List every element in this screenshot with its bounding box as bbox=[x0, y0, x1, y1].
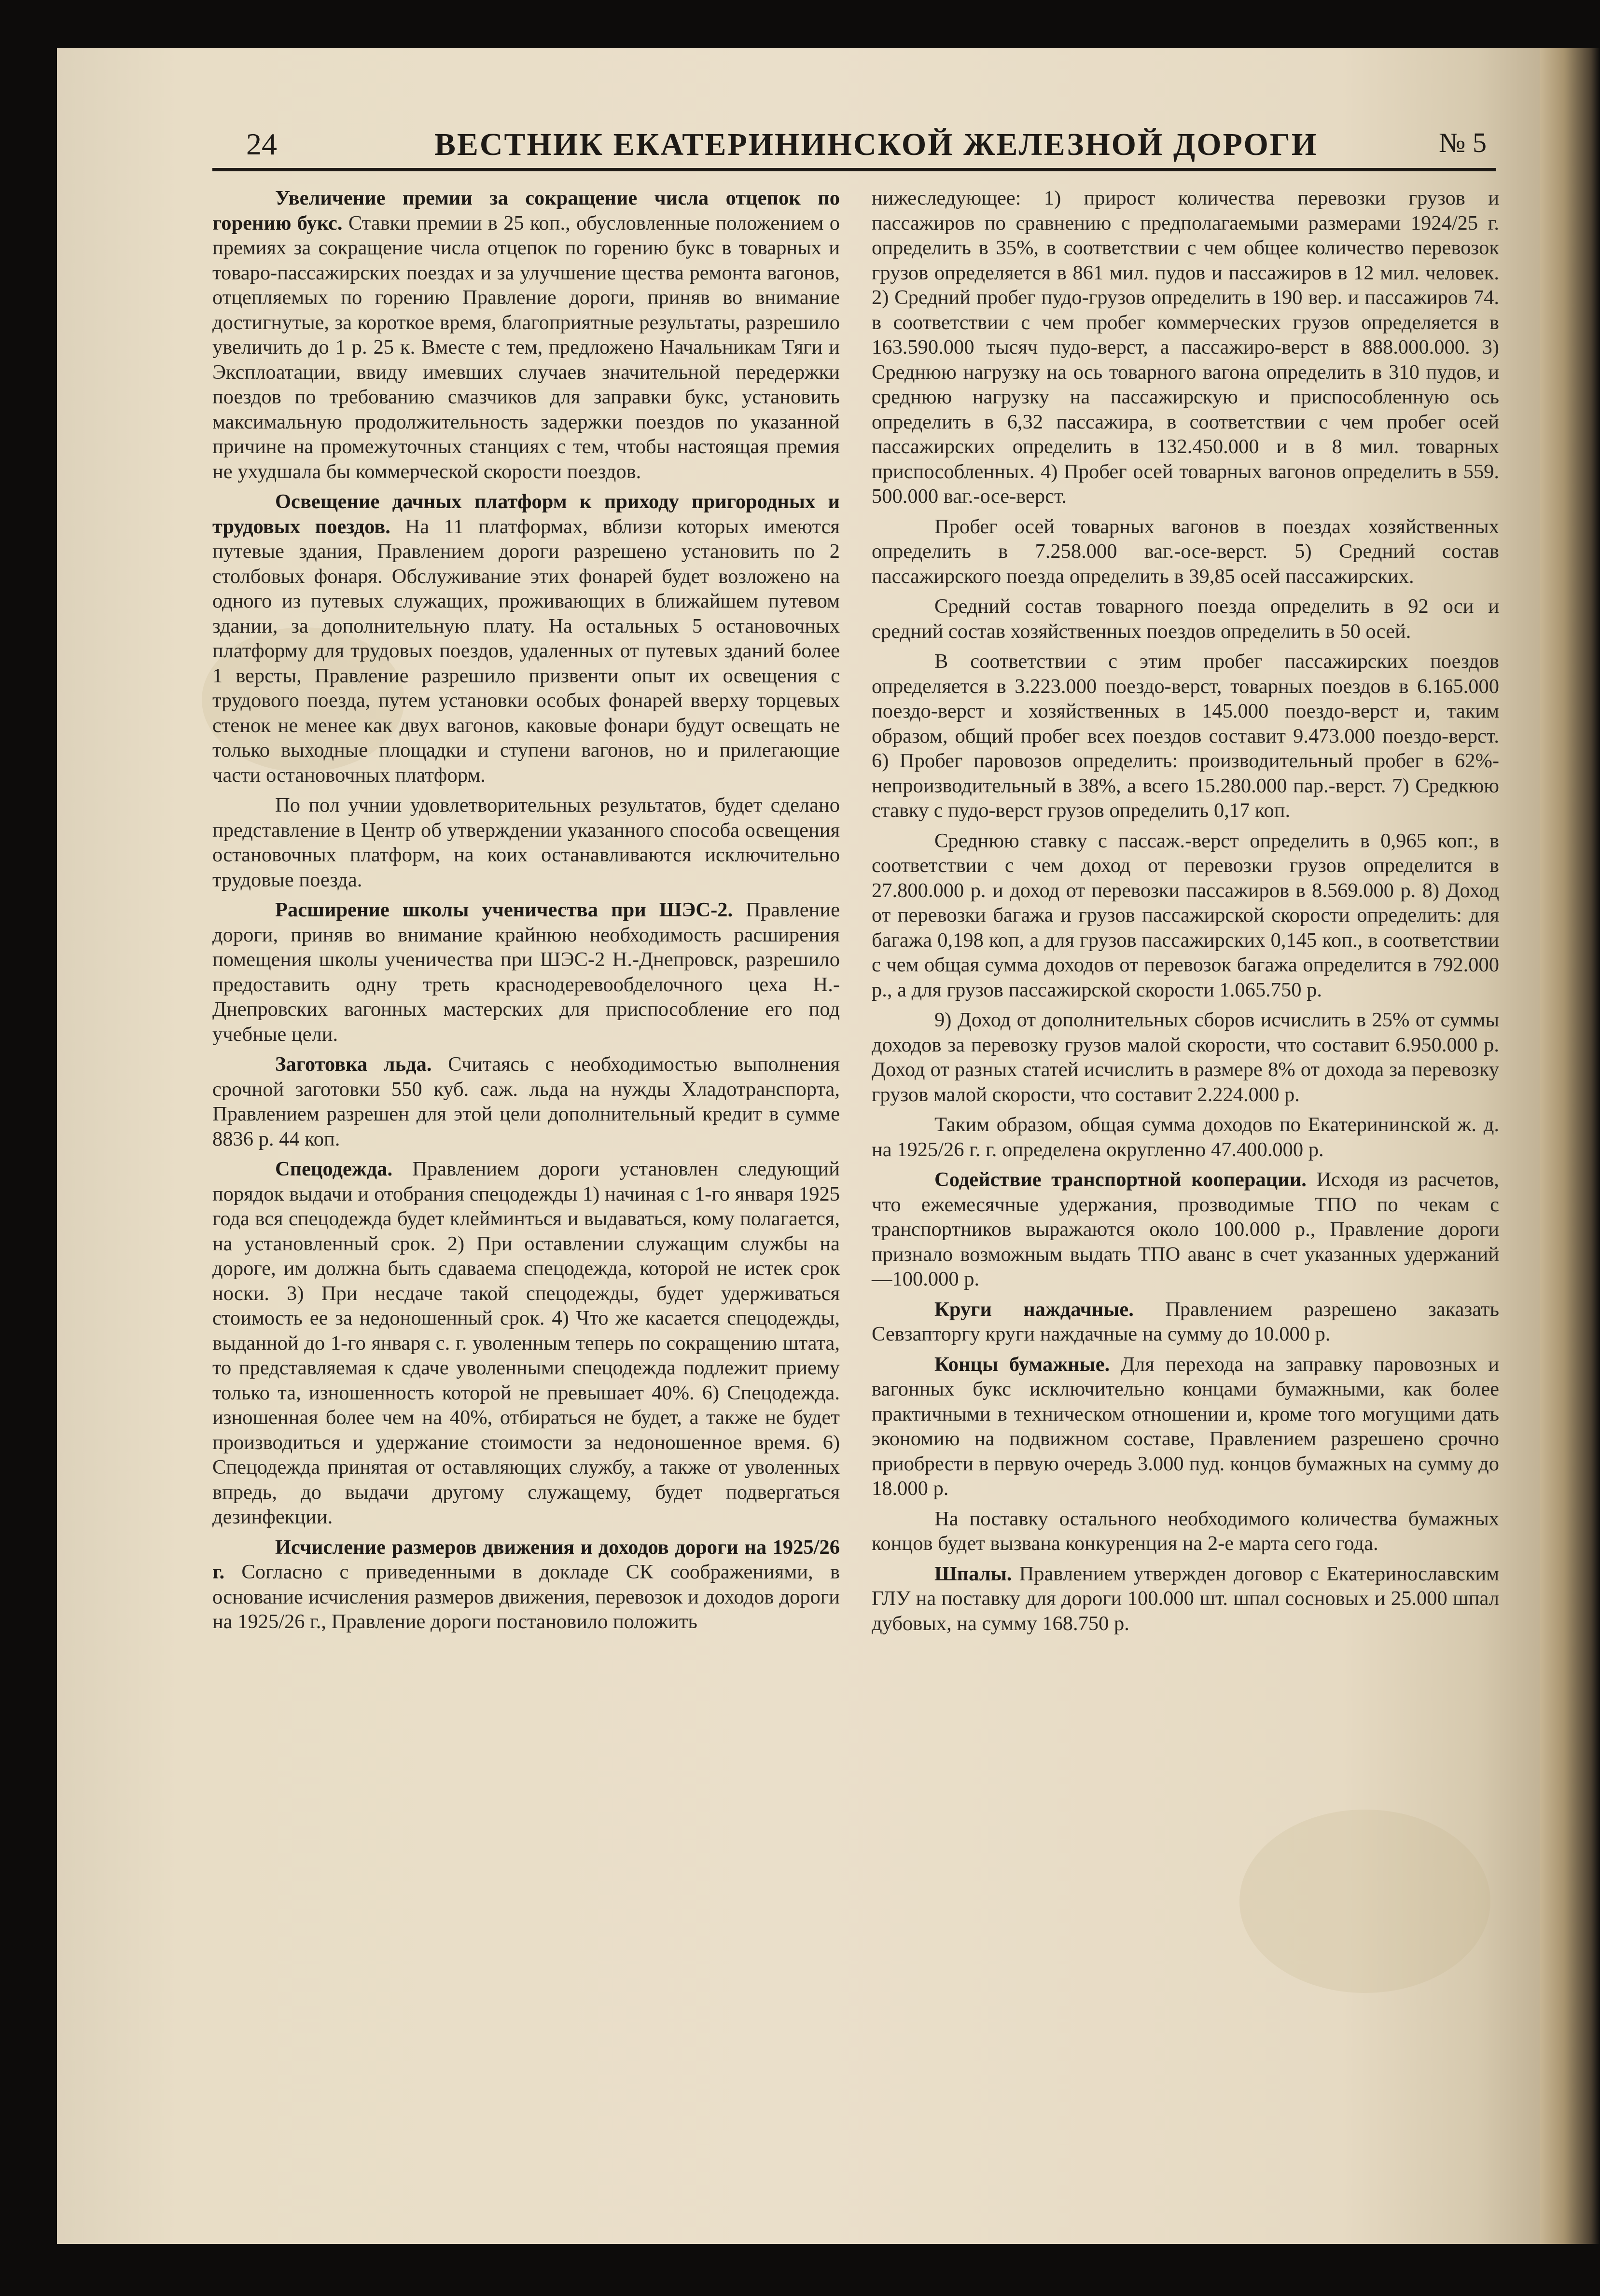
article-heading: Содействие транспортной кооперации. bbox=[934, 1168, 1307, 1191]
article-text: Считаясь с необходимостью выполнения срочной заготовки 550 куб. саж. льда на нужды Хладотранспорта, Правлением разрешен для этой цели дополнительный кредит в сумме 8836 р. 44 коп. bbox=[212, 1053, 840, 1150]
article-text: Пробег осей товарных вагонов в поездах хозяйственных определить в 7.258.000 ваг.-осе-верст. 5) Средний состав пассажирского поезда определить в 39,85 осей пассажирских. bbox=[872, 515, 1499, 588]
article-text: Согласно с приведенными в докладе СК соображениями, в основание исчисления размеров движения, перевозок и доходов дороги на 1925/26 г., Правление дороги постановило положить bbox=[212, 1561, 840, 1633]
article-paragraph bbox=[212, 1052, 840, 1151]
article-heading: Исчисление размеров движения и доходов дороги на 1925/26 г. bbox=[212, 1535, 840, 1583]
article-paragraph bbox=[872, 1112, 1499, 1162]
article-paragraph bbox=[212, 793, 840, 892]
article-heading: Круги наждачные. bbox=[934, 1298, 1134, 1321]
article-heading: Концы бумажные. bbox=[934, 1353, 1110, 1376]
article-paragraph bbox=[212, 186, 840, 484]
issue-number: № 5 bbox=[1439, 127, 1487, 158]
article-text: Среднюю ставку с пассаж.-верст определить в 0,965 коп:, в соответствии с чем доход от перевозки грузов определится в 27.800.000 р. и доход от перевозки пассажиров в 8.569.000 р. 8) Доход от перевозки багажа и грузов пассажирской скорости определить: для багажа 0,198 коп, а для грузов пассажирских 0,145 коп., в соответствии с чем общая сумма доходов от перевозок багажа определится в 792.000 р., а для грузов пассажирской скорости 1.065.750 р. bbox=[872, 829, 1499, 1001]
article-paragraph bbox=[872, 1352, 1499, 1501]
article-text: Правлением дороги установлен следующий порядок выдачи и отобрания спецодежды 1) начиная с 1-го января 1925 года вся спецодежда будет клейминться и выдаваться, кому полагается, на установленный срок. 2) При оставлении служащим службы на дороге, им должна быть сдаваема спецодежда, которой не истек срок носки. 3) При несдаче такой спецодежды, будет удерживаться стоимость ее за недоношенный срок. 4) Что же касается спецодежды, выданной до 1-го января с. г. уволенным теперь по сокращению штата, то представляемая к сдаче уволенными спецодежда подлежит приему только та, изношенность которой не превышает 40%. 6) Спецодежда. изношенная более чем на 40%, отбираться не будет, а также не будет производиться и удержание стоимости за недоношенное время. 6) Спецодежда принятая от оставляющих службу, а также от уволенных впредь, до выдачи другому служащему, будет подвергаться дезинфекции. bbox=[212, 1158, 840, 1528]
page-number: 24 bbox=[246, 127, 277, 161]
article-heading: Заготовка льда. bbox=[275, 1053, 432, 1076]
scan-background-top bbox=[0, 0, 1600, 48]
header-rule bbox=[212, 168, 1496, 171]
article-text: В соответствии с этим пробег пассажирских поездов определяется в 3.223.000 поездо-верст, товарных поездов в 6.165.000 поездо-верст и хозяйственных в 145.000 поездо-верст и, таким образом, общий пробег всех поездов составит 9.473.000 поездо-верст. 6) Пробег паровозов определить: производительный пробег в 62%-непроизводительный в 38%, а всего 15.280.000 пар.-верст. 7) Средкюю ставку с пудо-верст грузов определить 0,17 коп. bbox=[872, 650, 1499, 822]
page-edge-shadow bbox=[1540, 48, 1600, 2244]
article-text: нижеследующее: 1) прирост количества перевозки грузов и пассажиров по сравнению с предполагаемыми размерами 1924/25 г. определить в 35%, в соответствии с чем общее количество перевозок грузов определяется в 861 мил. пудов и пассажиров в 12 мил. человек. 2) Средний пробег пудо-грузов определить в 190 вер. и пассажиров 74. в соответствии с чем пробег коммерческих грузов определяется в 163.590.000 тысяч пудо-верст, а пассажиро-верст в 888.000.000. 3) Среднюю нагрузку на ось товарного вагона определить в 310 пудов, и среднюю нагрузку на пассажирскую и приспособленную ось определить в 6,32 пассажира, в соответствии с чем пробег осей пассажирских определить в 132.450.000 и в 8 мил. товарных приспособленных. 4) Пробег осей товарных вагонов определить в 559. 500.000 ваг.-осе-верст. bbox=[872, 187, 1499, 508]
article-text: 9) Доход от дополнительных сборов исчислить в 25% от суммы доходов за перевозку грузов малой скорости, что составит 6.950.000 р. Доход от разных статей исчислить в размере 8% от дохода за перевозку грузов малой скорости, что составит 2.224.000 р. bbox=[872, 1009, 1499, 1106]
article-text: Правлением утвержден договор с Екатеринославским ГЛУ на поставку для дороги 100.000 шт. шпал сосновых и 25.000 шпал дубовых, на сумму 168.750 р. bbox=[872, 1562, 1500, 1635]
article-text: Исходя из расчетов, что ежемесячные удержания, прозводимые ТПО по чекам с транспортников выражаются около 100.000 р., Правление дороги признало возможным выдать ТПО аванс в счет указанных удержаний—100.000 р. bbox=[872, 1168, 1499, 1290]
article-text: По пол учнии удовлетворительных результатов, будет сделано представление в Центр об утверждении указанного способа освещения остановочных платформ, на коих останавливаются исключительно трудовые поезда. bbox=[212, 794, 840, 891]
article-heading: Увеличение премии за сокращение числа отцепок по горению букс. bbox=[212, 187, 840, 235]
article-heading: Шпалы. bbox=[934, 1562, 1012, 1585]
article-paragraph bbox=[872, 1507, 1499, 1556]
article-text: На 11 платформах, вблизи которых имеются путевые здания, Правлением дороги разрешено установить по 2 столбовых фонаря. Обслуживание этих фонарей будет возложено на одного из путевых служащих, проживающих в ближайшем путевом здании, за дополнительную плату. На остальных 5 остановочных платформу для трудовых поездов, удаленных от путевых зданий более 1 версты, Правление разрешило призвенти опыт их освещения с трудового поезда, путем установки особых фонарей вверху торцевых стенок не менее как двух вагонов, каковые фонари будут освещать не только выходные площадки и ступени вагонов, но и прилегающие части остановочных платформ. bbox=[212, 515, 840, 787]
article-paragraph bbox=[212, 1535, 840, 1634]
article-text: На поставку остального необходимого количества бумажных концов будет вызвана конкуренция на 2-е марта сего года. bbox=[872, 1507, 1499, 1555]
article-heading: Спецодежда. bbox=[275, 1158, 393, 1180]
article-text: Ставки премии в 25 коп., обусловленные положением о премиях за сокращение числа отцепок по горению букс в товарных и товаро-пассажирских поездах и за улучшение щества ремонта вагонов, отцепляемых по горению Правление дороги, приняв во внимание достигнутые, за короткое время, благоприятные результаты, разрешило увеличить до 1 р. 25 к. Вместе с тем, предложено Начальникам Тяги и Эксплоатации, ввиду имевших случаев значительной передержки поездов по требованию смазчиков для заправки букс, установить максимальную продолжительность задержки поездов по указанной причине на промежуточных станциях с тем, чтобы настоящая премия не ухудшала бы коммерческой скорости поездов. bbox=[212, 211, 840, 483]
article-paragraph bbox=[872, 1562, 1499, 1636]
right-column bbox=[872, 186, 1499, 1641]
article-paragraph bbox=[872, 186, 1499, 509]
article-text: Правление дороги, приняв во внимание крайнюю необходимость расширения помещения школы ученичества при ШЭС-2 Н.-Днепровск, разрешило предоставить одну треть краснодеревообделочного цеха Н.-Днепровских вагонных мастерских для приспособление его под учебные цели. bbox=[212, 899, 840, 1046]
article-text: Правлением разрешено заказать Севзапторгу круги наждачные на сумму до 10.000 р. bbox=[872, 1298, 1499, 1345]
article-paragraph bbox=[212, 489, 840, 788]
article-text: Для перехода на заправку паровозных и вагонных букс исключительно концами бумажными, как более практичными в техническом отношении и, кроме того могущими дать экономию на подвижном составе, Правлением разрешено срочно приобрести в первую очередь 3.000 пуд. концов бумажных на сумму до 18.000 р. bbox=[872, 1353, 1500, 1500]
article-paragraph bbox=[872, 829, 1499, 1003]
scan-background-bottom bbox=[0, 2244, 1600, 2296]
journal-title: ВЕСТНИК ЕКАТЕРИНИНСКОЙ ЖЕЛЕЗНОЙ ДОРОГИ bbox=[434, 127, 1318, 162]
scan-background-left bbox=[0, 0, 57, 2296]
article-paragraph bbox=[872, 594, 1499, 644]
article-paragraph bbox=[872, 649, 1499, 823]
article-paragraph bbox=[212, 898, 840, 1047]
article-paragraph bbox=[872, 1297, 1499, 1347]
article-heading: Расширение школы ученичества при ШЭС-2. bbox=[275, 899, 733, 921]
article-paragraph bbox=[212, 1157, 840, 1530]
left-column bbox=[212, 186, 840, 1640]
page-header bbox=[212, 126, 1496, 170]
article-paragraph bbox=[872, 1167, 1499, 1292]
article-paragraph bbox=[872, 1008, 1499, 1107]
paper-stain bbox=[1239, 1810, 1490, 1993]
article-paragraph bbox=[872, 514, 1499, 589]
article-text: Средний состав товарного поезда определить в 92 оси и средний состав хозяйственных поездов определить в 50 осей. bbox=[872, 595, 1499, 643]
article-heading: Освещение дачных платформ к приходу пригородных и трудовых поездов. bbox=[212, 490, 840, 538]
article-text: Таким образом, общая сумма доходов по Екатерининской ж. д. на 1925/26 г. г. определена округленно 47.400.000 р. bbox=[872, 1113, 1499, 1161]
